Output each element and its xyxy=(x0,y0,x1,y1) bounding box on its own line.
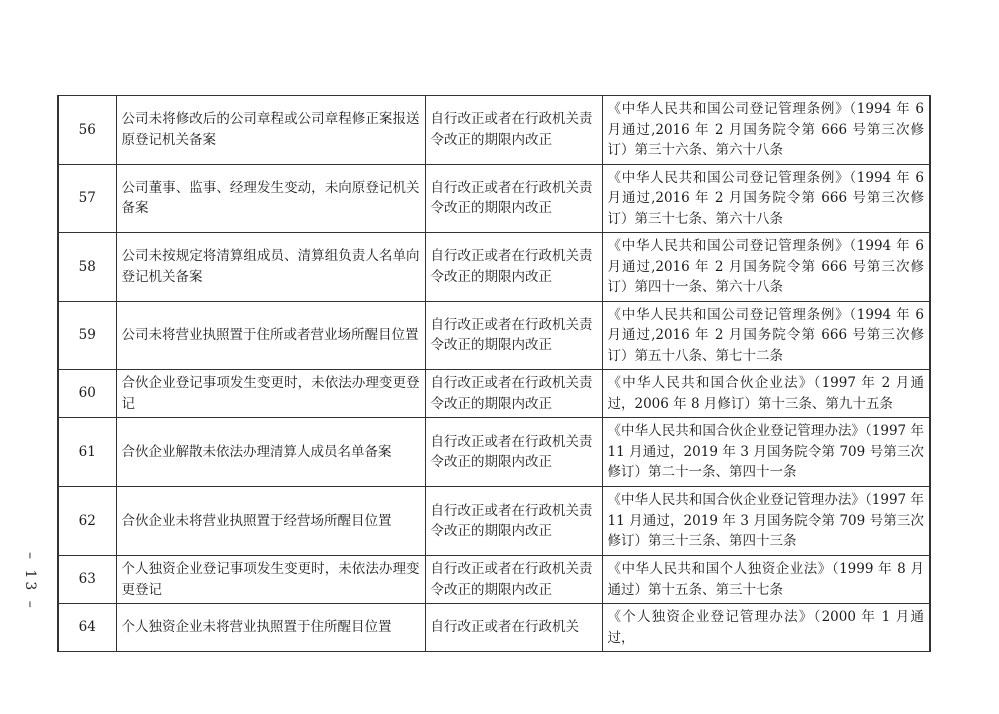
correction-measure: 自行改正或者在行政机关 xyxy=(425,604,602,652)
legal-basis: 《中华人民共和国合伙企业登记管理办法》（1997 年 11 月通过，2019 年 3 月国务院令第 709 号第三次修订）第二十一条、第四十一条 xyxy=(602,418,930,487)
table-row xyxy=(58,487,930,556)
table-row xyxy=(58,301,930,370)
row-number: 64 xyxy=(58,604,116,652)
violation-behavior: 合伙企业登记事项发生变更时，未依法办理变更登记 xyxy=(116,370,425,418)
correction-measure: 自行改正或者在行政机关责令改正的期限内改正 xyxy=(425,233,602,302)
row-number: 61 xyxy=(58,418,116,487)
row-number: 59 xyxy=(58,301,116,370)
legal-basis: 《中华人民共和国合伙企业登记管理办法》（1997 年 11 月通过，2019 年 3 月国务院令第 709 号第三次修订）第三十三条、第四十三条 xyxy=(602,487,930,556)
row-number: 60 xyxy=(58,370,116,418)
table-row xyxy=(58,164,930,233)
page-number: – 13 – xyxy=(22,552,38,611)
row-number: 58 xyxy=(58,233,116,302)
correction-measure: 自行改正或者在行政机关责令改正的期限内改正 xyxy=(425,418,602,487)
correction-measure: 自行改正或者在行政机关责令改正的期限内改正 xyxy=(425,370,602,418)
correction-measure: 自行改正或者在行政机关责令改正的期限内改正 xyxy=(425,487,602,556)
correction-measure: 自行改正或者在行政机关责令改正的期限内改正 xyxy=(425,96,602,165)
correction-measure: 自行改正或者在行政机关责令改正的期限内改正 xyxy=(425,301,602,370)
table-row xyxy=(58,604,930,652)
violation-behavior: 合伙企业未将营业执照置于经营场所醒目位置 xyxy=(116,487,425,556)
violation-behavior: 公司未将营业执照置于住所或者营业场所醒目位置 xyxy=(116,301,425,370)
violation-behavior: 公司未按规定将清算组成员、清算组负责人名单向登记机关备案 xyxy=(116,233,425,302)
legal-basis: 《中华人民共和国公司登记管理条例》（1994 年 6 月通过,2016 年 2 月国务院令第 666 号第三次修订）第四十一条、第六十八条 xyxy=(602,233,930,302)
table-row xyxy=(58,233,930,302)
table-row xyxy=(58,96,930,165)
legal-basis: 《个人独资企业登记管理办法》（2000 年 1 月通过， xyxy=(602,604,930,652)
table-row xyxy=(58,370,930,418)
legal-basis: 《中华人民共和国公司登记管理条例》（1994 年 6 月通过,2016 年 2 月国务院令第 666 号第三次修订）第三十六条、第六十八条 xyxy=(602,96,930,165)
violation-behavior: 公司未将修改后的公司章程或公司章程修正案报送原登记机关备案 xyxy=(116,96,425,165)
violation-behavior: 合伙企业解散未依法办理清算人成员名单备案 xyxy=(116,418,425,487)
legal-basis: 《中华人民共和国公司登记管理条例》（1994 年 6 月通过,2016 年 2 月国务院令第 666 号第三次修订）第五十八条、第七十二条 xyxy=(602,301,930,370)
violation-behavior: 个人独资企业未将营业执照置于住所醒目位置 xyxy=(116,604,425,652)
row-number: 63 xyxy=(58,556,116,604)
correction-measure: 自行改正或者在行政机关责令改正的期限内改正 xyxy=(425,556,602,604)
table-row xyxy=(58,418,930,487)
regulation-table xyxy=(57,95,931,652)
violation-behavior: 公司董事、监事、经理发生变动，未向原登记机关备案 xyxy=(116,164,425,233)
legal-basis: 《中华人民共和国个人独资企业法》（1999 年 8 月通过）第十五条、第三十七条 xyxy=(602,556,930,604)
table-row xyxy=(58,556,930,604)
row-number: 57 xyxy=(58,164,116,233)
legal-basis: 《中华人民共和国公司登记管理条例》（1994 年 6 月通过,2016 年 2 月国务院令第 666 号第三次修订）第三十七条、第六十八条 xyxy=(602,164,930,233)
row-number: 62 xyxy=(58,487,116,556)
row-number: 56 xyxy=(58,96,116,165)
violation-behavior: 个人独资企业登记事项发生变更时，未依法办理变更登记 xyxy=(116,556,425,604)
legal-basis: 《中华人民共和国合伙企业法》（1997 年 2 月通过，2006 年 8 月修订）第十三条、第九十五条 xyxy=(602,370,930,418)
correction-measure: 自行改正或者在行政机关责令改正的期限内改正 xyxy=(425,164,602,233)
